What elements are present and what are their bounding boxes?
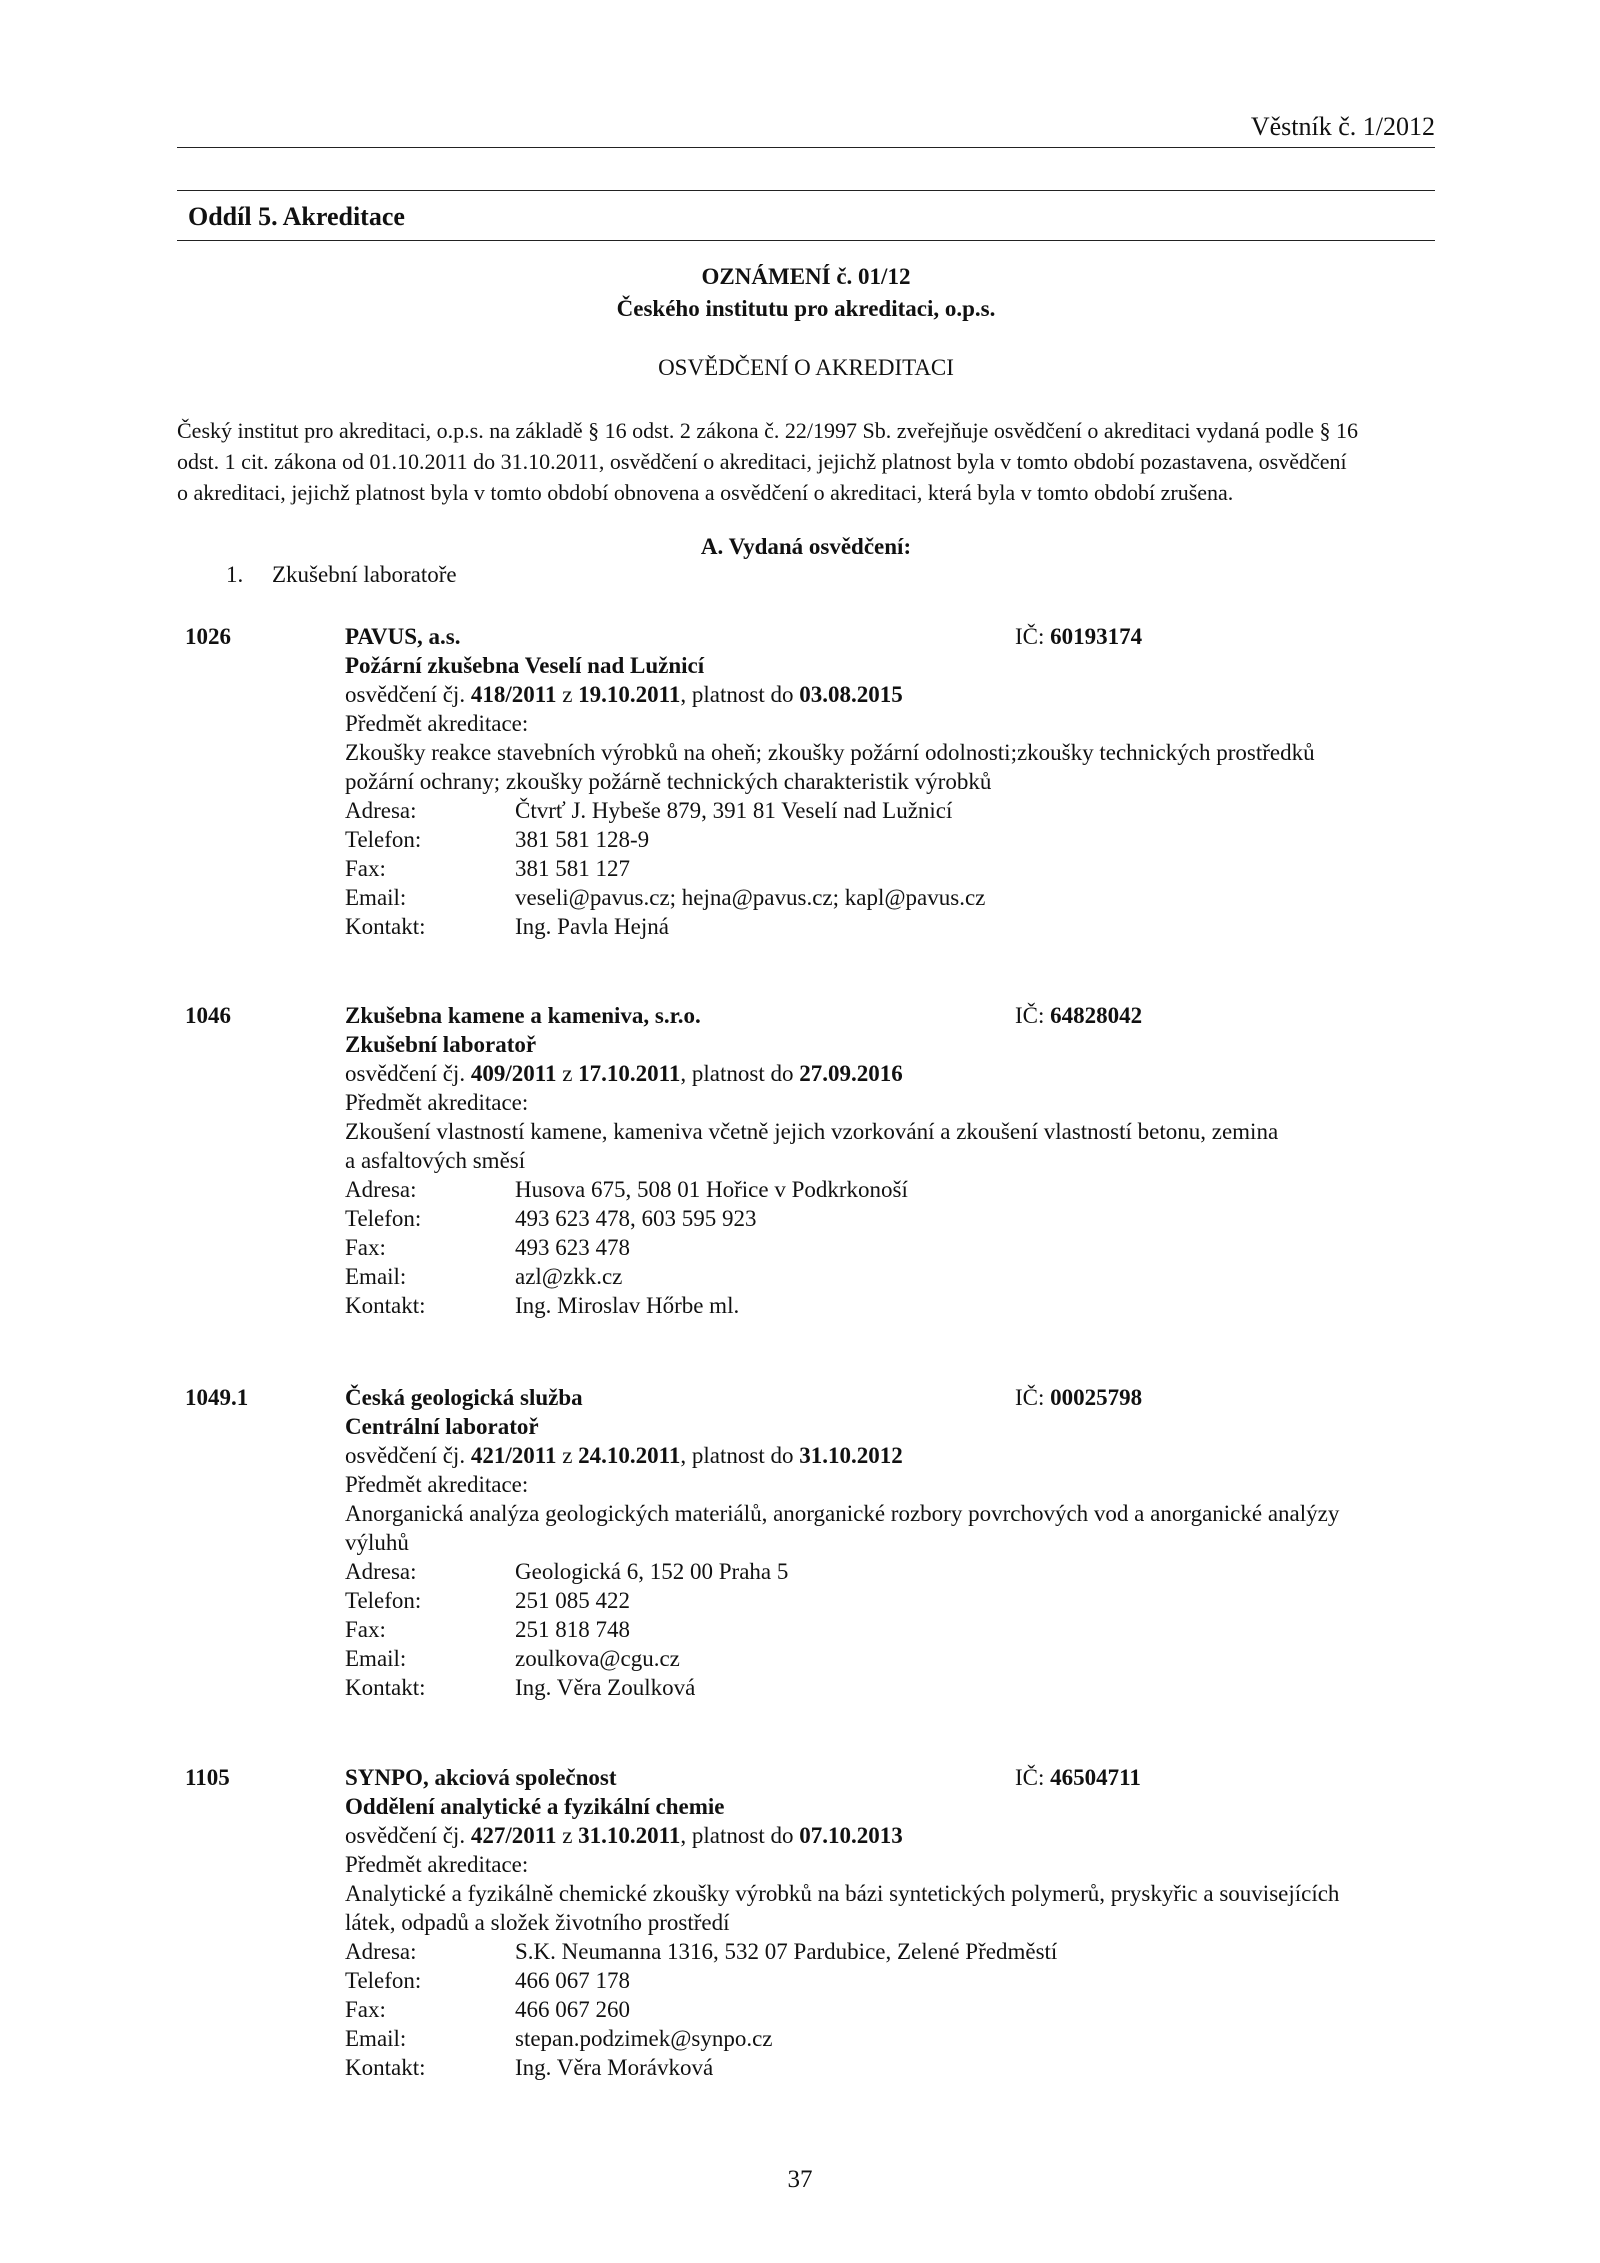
entry-number: 1046: [185, 1003, 231, 1028]
fax-value: 466 067 260: [515, 1997, 630, 2022]
fax-label: Fax:: [345, 856, 386, 881]
announcement-title: OZNÁMENÍ č. 01/12: [701, 264, 911, 289]
address-label: Adresa:: [345, 1559, 417, 1584]
email-value: azl@zkk.cz: [515, 1264, 623, 1289]
company-name: Česká geologická služba: [345, 1385, 583, 1410]
cert-valid: , platnost do: [680, 1823, 800, 1848]
subject-text: a asfaltových směsí: [345, 1148, 526, 1173]
cert-date: 24.10.2011: [578, 1443, 681, 1468]
heading-issued-certificates: A. Vydaná osvědčení:: [700, 534, 912, 559]
ic-label: IČ:: [1015, 1765, 1051, 1790]
cert-prefix: osvědčení čj.: [345, 1061, 471, 1086]
company-name: PAVUS, a.s.: [345, 624, 461, 649]
cert-valid: , platnost do: [680, 682, 800, 707]
cert-from: z: [556, 682, 579, 707]
ic-value: 60193174: [1050, 624, 1143, 649]
entry-body: [345, 1763, 1435, 2082]
email-label: Email:: [345, 1646, 407, 1671]
address-value: Geologická 6, 152 00 Praha 5: [515, 1559, 789, 1584]
entry-number: 1049.1: [185, 1385, 249, 1410]
intro-line: o akreditaci, jejichž platnost byla v tomto období obnovena a osvědčení o akreditaci, která byla v tomto období zrušena.: [177, 480, 1234, 505]
certificate-line: [345, 1441, 1435, 1470]
section-rule-bottom: [177, 240, 1435, 241]
intro-paragraph: [177, 415, 1435, 508]
page-number: 37: [787, 2166, 813, 2193]
unit-name: Požární zkušebna Veselí nad Lužnicí: [345, 653, 705, 678]
email-value: veseli@pavus.cz; hejna@pavus.cz; kapl@pavus.cz: [515, 885, 986, 910]
ic-label: IČ:: [1015, 624, 1051, 649]
certificate-line: [345, 1821, 1435, 1850]
contact-value: Ing. Věra Morávková: [515, 2055, 714, 2080]
entry-body: [345, 1001, 1435, 1320]
fax-row: [345, 1615, 1435, 1644]
subject-label: Předmět akreditace:: [345, 1852, 529, 1877]
entry-number: 1026: [185, 624, 231, 649]
subject-label: Předmět akreditace:: [345, 1472, 529, 1497]
contact-row: [345, 2053, 1435, 2082]
ic-value: 00025798: [1050, 1385, 1143, 1410]
email-label: Email:: [345, 885, 407, 910]
phone-value: 381 581 128-9: [515, 827, 650, 852]
cert-from: z: [556, 1823, 579, 1848]
subject-text: požární ochrany; zkoušky požárně technických charakteristik výrobků: [345, 769, 992, 794]
unit-name: Centrální laboratoř: [345, 1414, 539, 1439]
cert-valid: , platnost do: [680, 1061, 800, 1086]
section-rule-top: [177, 190, 1435, 191]
contact-value: Ing. Miroslav Hőrbe ml.: [515, 1293, 740, 1318]
list-number: 1.: [226, 562, 244, 587]
cert-valid: , platnost do: [680, 1443, 800, 1468]
entry-body: [345, 622, 1435, 941]
section-title: Oddíl 5. Akreditace: [188, 202, 405, 231]
email-row: [345, 2024, 1435, 2053]
email-value: zoulkova@cgu.cz: [515, 1646, 680, 1671]
address-row: [345, 1937, 1435, 1966]
fax-label: Fax:: [345, 1235, 386, 1260]
address-label: Adresa:: [345, 1177, 417, 1202]
subject-text: Analytické a fyzikálně chemické zkoušky výrobků na bázi syntetických polymerů, pryskyřic a souvisejících: [345, 1881, 1340, 1906]
announcement-issuer: Českého institutu pro akreditaci, o.p.s.: [616, 296, 996, 321]
cert-prefix: osvědčení čj.: [345, 1823, 471, 1848]
contact-value: Ing. Pavla Hejná: [515, 914, 669, 939]
cert-prefix: osvědčení čj.: [345, 682, 471, 707]
cert-date: 17.10.2011: [578, 1061, 681, 1086]
address-value: Čtvrť J. Hybeše 879, 391 81 Veselí nad Lužnicí: [515, 798, 953, 823]
unit-name: Oddělení analytické a fyzikální chemie: [345, 1794, 725, 1819]
cert-from: z: [556, 1061, 579, 1086]
subject-text: látek, odpadů a složek životního prostředí: [345, 1910, 730, 1935]
contact-label: Kontakt:: [345, 1293, 426, 1318]
phone-label: Telefon:: [345, 1588, 422, 1613]
fax-label: Fax:: [345, 1997, 386, 2022]
fax-value: 251 818 748: [515, 1617, 630, 1642]
contact-row: [345, 912, 1435, 941]
unit-name: Zkušební laboratoř: [345, 1032, 537, 1057]
ic-value: 64828042: [1050, 1003, 1143, 1028]
cert-from: z: [556, 1443, 579, 1468]
subject-label: Předmět akreditace:: [345, 711, 529, 736]
email-label: Email:: [345, 2026, 407, 2051]
subject-label: Předmět akreditace:: [345, 1090, 529, 1115]
contact-value: Ing. Věra Zoulková: [515, 1675, 696, 1700]
email-row: [345, 883, 1435, 912]
address-label: Adresa:: [345, 1939, 417, 1964]
cert-number: 418/2011: [470, 682, 557, 707]
phone-value: 251 085 422: [515, 1588, 630, 1613]
ic-value: 46504711: [1050, 1765, 1141, 1790]
subject-text: výluhů: [345, 1530, 409, 1555]
phone-row: [345, 825, 1435, 854]
fax-label: Fax:: [345, 1617, 386, 1642]
phone-value: 493 623 478, 603 595 923: [515, 1206, 757, 1231]
valid-until: 31.10.2012: [799, 1443, 903, 1468]
address-row: [345, 1175, 1435, 1204]
phone-label: Telefon:: [345, 1206, 422, 1231]
list-label: Zkušební laboratoře: [272, 562, 457, 587]
cert-number: 427/2011: [470, 1823, 557, 1848]
address-value: S.K. Neumanna 1316, 532 07 Pardubice, Zelené Předměstí: [515, 1939, 1058, 1964]
address-label: Adresa:: [345, 798, 417, 823]
address-row: [345, 1557, 1435, 1586]
cert-number: 421/2011: [470, 1443, 557, 1468]
cert-date: 19.10.2011: [578, 682, 681, 707]
fax-row: [345, 854, 1435, 883]
certificate-line: [345, 1059, 1435, 1088]
email-row: [345, 1644, 1435, 1673]
company-name: Zkušebna kamene a kameniva, s.r.o.: [345, 1003, 701, 1028]
contact-label: Kontakt:: [345, 2055, 426, 2080]
address-value: Husova 675, 508 01 Hořice v Podkrkonoší: [515, 1177, 908, 1202]
valid-until: 27.09.2016: [799, 1061, 903, 1086]
intro-line: Český institut pro akreditaci, o.p.s. na základě § 16 odst. 2 zákona č. 22/1997 Sb. zveřejňuje osvědčení o akreditaci vydaná podle § 16: [177, 418, 1358, 443]
phone-value: 466 067 178: [515, 1968, 630, 1993]
journal-header: Věstník č. 1/2012: [1250, 112, 1435, 141]
ic-label: IČ:: [1015, 1003, 1051, 1028]
cert-prefix: osvědčení čj.: [345, 1443, 471, 1468]
certificate-line: [345, 680, 1435, 709]
subject-text: Zkoušení vlastností kamene, kameniva včetně jejich vzorkování a zkoušení vlastností betonu, zemina: [345, 1119, 1279, 1144]
fax-value: 381 581 127: [515, 856, 630, 881]
phone-row: [345, 1204, 1435, 1233]
contact-label: Kontakt:: [345, 1675, 426, 1700]
entry-number: 1105: [185, 1765, 230, 1790]
email-label: Email:: [345, 1264, 407, 1289]
fax-row: [345, 1995, 1435, 2024]
ic-label: IČ:: [1015, 1385, 1051, 1410]
valid-until: 07.10.2013: [799, 1823, 903, 1848]
phone-label: Telefon:: [345, 827, 422, 852]
phone-row: [345, 1586, 1435, 1615]
contact-row: [345, 1673, 1435, 1702]
address-row: [345, 796, 1435, 825]
fax-row: [345, 1233, 1435, 1262]
phone-label: Telefon:: [345, 1968, 422, 1993]
header-rule: [177, 147, 1435, 148]
contact-row: [345, 1291, 1435, 1320]
phone-row: [345, 1966, 1435, 1995]
contact-label: Kontakt:: [345, 914, 426, 939]
email-value: stepan.podzimek@synpo.cz: [515, 2026, 773, 2051]
email-row: [345, 1262, 1435, 1291]
cert-number: 409/2011: [470, 1061, 557, 1086]
subject-text: Zkoušky reakce stavebních výrobků na oheň; zkoušky požární odolnosti;zkoušky technických prostředků: [345, 740, 1315, 765]
entry-body: [345, 1383, 1435, 1702]
cert-date: 31.10.2011: [578, 1823, 681, 1848]
announcement-subtitle: OSVĚDČENÍ O AKREDITACI: [658, 355, 954, 380]
subject-text: Anorganická analýza geologických materiálů, anorganické rozbory povrchových vod a anorganické analýzy: [345, 1501, 1340, 1526]
company-name: SYNPO, akciová společnost: [345, 1765, 617, 1790]
intro-line: odst. 1 cit. zákona od 01.10.2011 do 31.10.2011, osvědčení o akreditaci, jejichž platnost byla v tomto období pozastavena, osvědčení: [177, 449, 1347, 474]
fax-value: 493 623 478: [515, 1235, 630, 1260]
valid-until: 03.08.2015: [799, 682, 903, 707]
